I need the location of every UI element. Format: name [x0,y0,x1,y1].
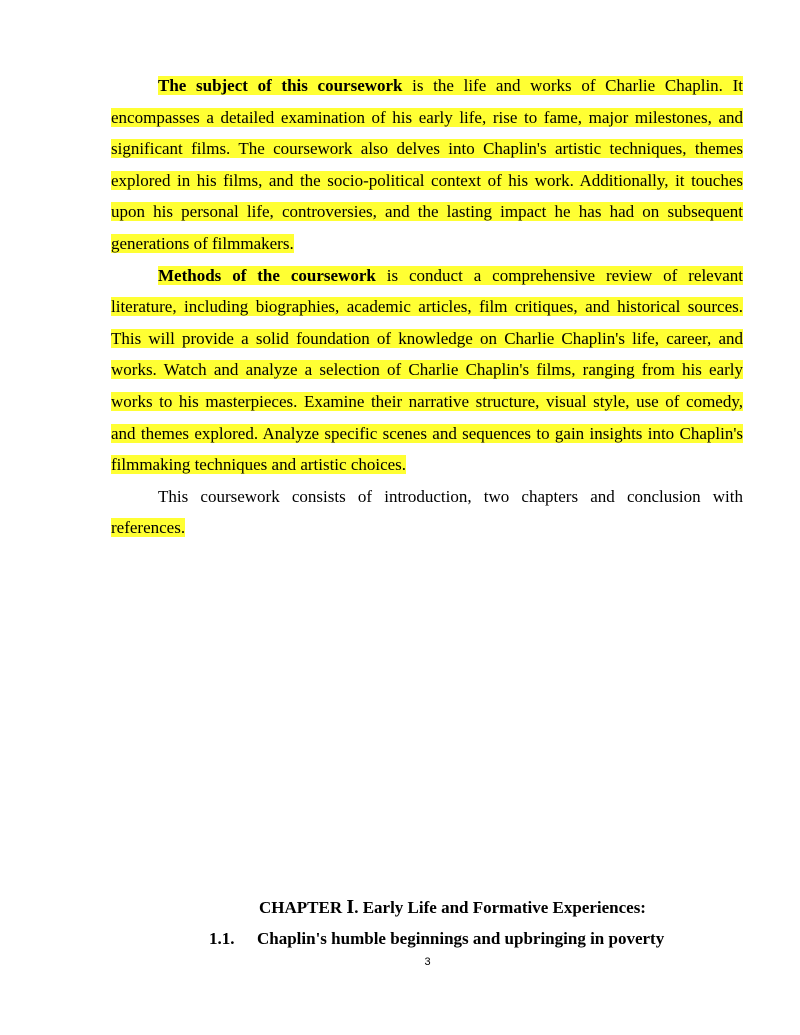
chapter-numeral: I [346,896,355,918]
chapter-title-text: . Early Life and Formative Experiences: [354,898,646,917]
methods-lead: Methods of the coursework [158,265,376,285]
structure-highlighted: references. [111,518,186,538]
section-number: 1.1. [209,929,235,948]
subject-paragraph [111,70,743,260]
chapter-label: CHAPTER [259,898,343,917]
methods-paragraph [111,260,743,481]
structure-paragraph [111,481,743,544]
structure-text: This coursework consists of introduction, two chapters and conclusion with [158,486,743,506]
subject-text: is the life and works of Charlie Chaplin. It encompasses a detailed examination of his early life, rise to fame, major milestones, and significant films. The coursework also delves into Chaplin's artistic techniques, themes explored in his films, and the socio-political context of his work. Additionally, it touches upon his personal life, controversies, and the lasting impact he has had on subsequent generations of filmmakers. [111,76,743,253]
subject-lead: The subject of this coursework [158,76,403,95]
subject-highlight [111,76,743,253]
section-title-text: Chaplin's humble beginnings and upbringing in poverty [257,929,665,948]
methods-highlight [111,266,743,475]
page-number: 3 [424,956,431,968]
section-heading [209,927,664,951]
body-text [111,70,743,544]
methods-text: is conduct a comprehensive review of relevant literature, including biographies, academic articles, film critiques, and historical sources. This will provide a solid foundation of knowledge on Charlie Chaplin's life, career, and works. Watch and analyze a selection of Charlie Chaplin's films, ranging from his early works to his masterpieces. Examine their narrative structure, visual style, use of comedy, and themes explored. Analyze specific scenes and sequences to gain insights into Chaplin's filmmaking techniques and artistic choices. [111,265,743,475]
chapter-heading [0,895,800,920]
